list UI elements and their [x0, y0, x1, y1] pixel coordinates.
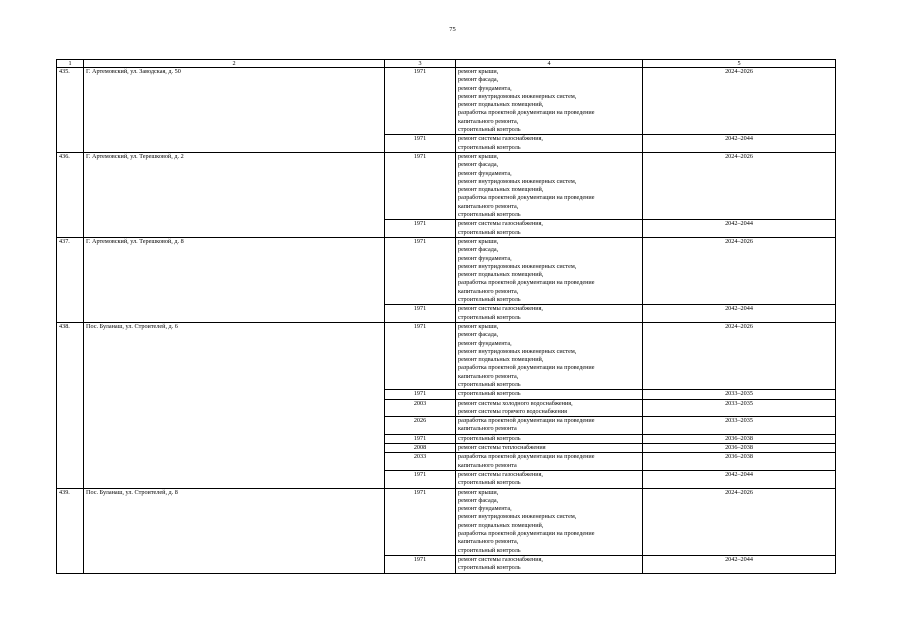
work-item: строительный контроль: [458, 313, 521, 321]
work-item: ремонт фундамента,: [458, 84, 512, 92]
work-item: ремонт крыши,: [458, 152, 499, 160]
year-cell: 1971: [385, 305, 456, 323]
period-cell: 2036–2038: [643, 453, 836, 471]
work-item: капитального ремонта,: [458, 117, 519, 125]
work-item: ремонт фундамента,: [458, 505, 512, 513]
period-cell: 2033–2035: [643, 417, 836, 435]
work-item: ремонт фундамента,: [458, 254, 512, 262]
works-list: [456, 135, 643, 153]
table-row: [57, 237, 836, 304]
year-cell: 1971: [385, 434, 456, 443]
work-item: ремонт внутридомовых инженерных систем,: [458, 92, 577, 100]
year-cell: 1971: [385, 152, 456, 219]
year-cell: 1971: [385, 322, 456, 389]
column-number: 1: [57, 60, 84, 68]
work-item: ремонт внутридомовых инженерных систем,: [458, 513, 577, 521]
works-list: [456, 434, 643, 443]
work-item: ремонт подвальных помещений,: [458, 271, 544, 279]
work-item: ремонт подвальных помещений,: [458, 521, 544, 529]
work-item: ремонт крыши,: [458, 322, 499, 330]
work-item: капитального ремонта,: [458, 202, 519, 210]
work-item: разработка проектной документации на проведение: [458, 417, 595, 425]
work-item: разработка проектной документации на проведение: [458, 279, 595, 287]
work-item: разработка проектной документации на проведение: [458, 530, 595, 538]
work-item: капитального ремонта,: [458, 538, 519, 546]
period-cell: 2033–2035: [643, 390, 836, 399]
work-item: капитального ремонта: [458, 425, 517, 433]
column-number: 4: [456, 60, 643, 68]
works-list: [456, 390, 643, 399]
work-item: разработка проектной документации на проведение: [458, 364, 595, 372]
work-item: строительный контроль: [458, 228, 521, 236]
work-item: капитального ремонта,: [458, 372, 519, 380]
works-list: [456, 68, 643, 135]
table-header: [57, 60, 836, 68]
year-cell: 1971: [385, 135, 456, 153]
building-address: Г. Артемовский, ул. Терешковой, д. 8: [84, 237, 385, 322]
year-cell: 1971: [385, 470, 456, 488]
column-number: 3: [385, 60, 456, 68]
page-number: 75: [449, 26, 456, 33]
work-item: строительный контроль: [458, 564, 521, 572]
work-item: ремонт внутридомовых инженерных систем,: [458, 177, 577, 185]
work-item: строительный контроль: [458, 390, 521, 398]
work-item: ремонт системы газоснабжения,: [458, 555, 543, 563]
work-item: ремонт фасада,: [458, 496, 499, 504]
period-cell: 2024–2026: [643, 68, 836, 135]
table-body: [57, 68, 836, 574]
period-cell: 2024–2026: [643, 322, 836, 389]
works-list: [456, 555, 643, 573]
works-list: [456, 444, 643, 453]
work-item: ремонт системы газоснабжения,: [458, 470, 543, 478]
year-cell: 2026: [385, 417, 456, 435]
year-cell: 1971: [385, 220, 456, 238]
work-item: строительный контроль: [458, 380, 521, 388]
table-row: [57, 68, 836, 135]
building-address: Пос. Буланаш, ул. Строителей, д. 8: [84, 488, 385, 573]
work-item: капитального ремонта: [458, 461, 517, 469]
work-item: ремонт подвальных помещений,: [458, 101, 544, 109]
works-list: [456, 220, 643, 238]
period-cell: 2024–2026: [643, 152, 836, 219]
period-cell: 2042–2044: [643, 470, 836, 488]
period-cell: 2042–2044: [643, 555, 836, 573]
work-item: ремонт внутридомовых инженерных систем,: [458, 347, 577, 355]
row-number: 437.: [57, 237, 84, 322]
period-cell: 2033–2035: [643, 399, 836, 417]
work-item: разработка проектной документации на проведение: [458, 109, 595, 117]
row-number: 438.: [57, 322, 84, 488]
work-item: разработка проектной документации на проведение: [458, 453, 595, 461]
year-cell: 2033: [385, 453, 456, 471]
work-item: строительный контроль: [458, 211, 521, 219]
work-item: ремонт системы холодного водоснабжения,: [458, 399, 573, 407]
work-item: ремонт крыши,: [458, 237, 499, 245]
row-number: 439.: [57, 488, 84, 573]
work-item: ремонт подвальных помещений,: [458, 356, 544, 364]
work-item: ремонт фундамента,: [458, 169, 512, 177]
table-row: [57, 488, 836, 555]
work-item: строительный контроль: [458, 143, 521, 151]
period-cell: 2024–2026: [643, 488, 836, 555]
building-address: Пос. Буланаш, ул. Строителей, д. 6: [84, 322, 385, 488]
work-item: ремонт фасада,: [458, 331, 499, 339]
work-item: ремонт системы газоснабжения,: [458, 305, 543, 313]
repair-schedule-table: [56, 59, 836, 574]
work-item: ремонт фундамента,: [458, 339, 512, 347]
year-cell: 1971: [385, 237, 456, 304]
row-number: 435.: [57, 68, 84, 153]
building-address: Г. Артемовский, ул. Заводская, д. 50: [84, 68, 385, 153]
period-cell: 2042–2044: [643, 220, 836, 238]
works-list: [456, 237, 643, 304]
period-cell: 2042–2044: [643, 305, 836, 323]
works-list: [456, 470, 643, 488]
year-cell: 2008: [385, 444, 456, 453]
works-list: [456, 152, 643, 219]
period-cell: 2024–2026: [643, 237, 836, 304]
work-item: ремонт системы газоснабжения,: [458, 220, 543, 228]
works-list: [456, 399, 643, 417]
work-item: строительный контроль: [458, 126, 521, 134]
year-cell: 1971: [385, 555, 456, 573]
row-number: 436.: [57, 152, 84, 237]
works-list: [456, 305, 643, 323]
year-cell: 1971: [385, 488, 456, 555]
works-list: [456, 453, 643, 471]
work-item: ремонт фасада,: [458, 246, 499, 254]
year-cell: 1971: [385, 390, 456, 399]
work-item: ремонт фасада,: [458, 161, 499, 169]
period-cell: 2036–2038: [643, 444, 836, 453]
work-item: строительный контроль: [458, 296, 521, 304]
works-list: [456, 322, 643, 389]
work-item: строительный контроль: [458, 479, 521, 487]
work-item: капитального ремонта,: [458, 287, 519, 295]
period-cell: 2036–2038: [643, 434, 836, 443]
year-cell: 2003: [385, 399, 456, 417]
works-list: [456, 417, 643, 435]
column-number: 5: [643, 60, 836, 68]
table-row: [57, 152, 836, 219]
year-cell: 1971: [385, 68, 456, 135]
work-item: ремонт внутридомовых инженерных систем,: [458, 262, 577, 270]
work-item: ремонт крыши,: [458, 68, 499, 75]
work-item: ремонт фасада,: [458, 76, 499, 84]
table-row: [57, 322, 836, 389]
works-list: [456, 488, 643, 555]
period-cell: 2042–2044: [643, 135, 836, 153]
column-number-row: [57, 60, 836, 68]
work-item: ремонт подвальных помещений,: [458, 186, 544, 194]
work-item: разработка проектной документации на проведение: [458, 194, 595, 202]
building-address: Г. Артемовский, ул. Терешковой, д. 2: [84, 152, 385, 237]
work-item: строительный контроль: [458, 434, 521, 442]
work-item: ремонт системы горячего водоснабжения: [458, 407, 567, 415]
work-item: ремонт крыши,: [458, 488, 499, 496]
work-item: строительный контроль: [458, 546, 521, 554]
work-item: ремонт системы газоснабжения,: [458, 135, 543, 143]
column-number: 2: [84, 60, 385, 68]
work-item: ремонт системы теплоснабжения: [458, 444, 546, 452]
